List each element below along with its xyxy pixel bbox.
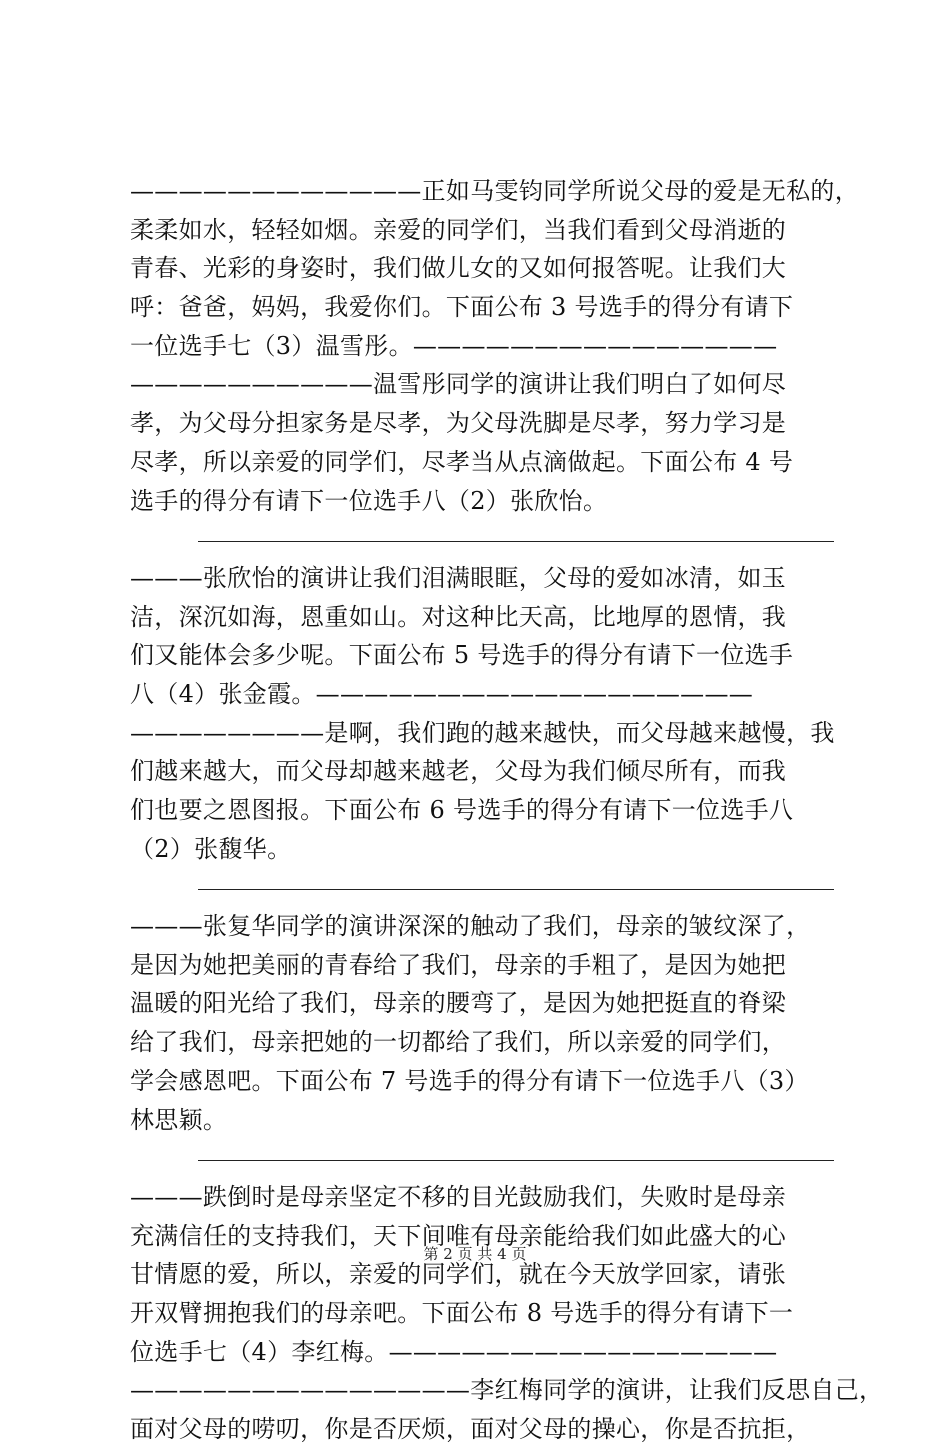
separator-line — [130, 1139, 835, 1178]
text-line: 开双臂拥抱我们的母亲吧。下面公布 8 号选手的得分有请下一 — [130, 1298, 794, 1327]
page-number-label: 第 2 页 共 4 页 — [423, 1245, 527, 1263]
text-line: 温暖的阳光给了我们，母亲的腰弯了，是因为她把挺直的脊梁 — [130, 989, 787, 1018]
text-line: 们又能体会多少呢。下面公布 5 号选手的得分有请下一位选手 — [130, 641, 794, 670]
text-line: ———张复华同学的演讲深深的触动了我们，母亲的皱纹深了， — [130, 912, 811, 941]
text-line: 是因为她把美丽的青春给了我们，母亲的手粗了，是因为她把 — [130, 950, 787, 979]
text-line: ————————是啊，我们跑的越来越快，而父母越来越慢，我 — [130, 718, 835, 747]
text-line: ——————————————李红梅同学的演讲，让我们反思自己， — [130, 1376, 884, 1405]
text-line: 充满信任的支持我们，天下间唯有母亲能给我们如此盛大的心 — [130, 1221, 787, 1250]
text-line: 给了我们，母亲把她的一切都给了我们，所以亲爱的同学们， — [130, 1028, 787, 1057]
dash-rule — [198, 1160, 834, 1161]
text-line: 林思颖。 — [130, 1105, 228, 1134]
text-line: ——————————温雪彤同学的演讲让我们明白了如何尽 — [130, 370, 787, 399]
text-line: 选手的得分有请下一位选手八（2）张欣怡。 — [130, 486, 608, 515]
separator-line — [130, 868, 835, 907]
text-line: 学会感恩吧。下面公布 7 号选手的得分有请下一位选手八（3） — [130, 1066, 809, 1095]
text-line: ———张欣怡的演讲让我们泪满眼眶，父母的爱如冰清，如玉 — [130, 563, 787, 592]
text-line: ————————————正如马雯钧同学所说父母的爱是无私的， — [130, 177, 859, 205]
text-line: 尽孝，所以亲爱的同学们，尽孝当从点滴做起。下面公布 4 号 — [130, 447, 794, 476]
text-line: ———跌倒时是母亲坚定不移的目光鼓励我们，失败时是母亲 — [130, 1182, 787, 1211]
text-line: 们越来越大，而父母却越来越老，父母为我们倾尽所有，而我 — [130, 757, 787, 786]
separator-line — [130, 520, 835, 559]
text-line: 位选手七（4）李红梅。———————————————— — [130, 1337, 778, 1366]
text-line: 洁，深沉如海，恩重如山。对这种比天高，比地厚的恩情，我 — [130, 602, 787, 631]
dash-rule — [198, 889, 834, 890]
text-line: 八（4）张金霞。—————————————————— — [130, 679, 754, 708]
text-line: 面对父母的唠叨，你是否厌烦，面对父母的操心，你是否抗拒， — [130, 1415, 811, 1443]
text-line: 们也要之恩图报。下面公布 6 号选手的得分有请下一位选手八 — [130, 796, 794, 824]
text-line: 柔柔如水，轻轻如烟。亲爱的同学们，当我们看到父母消逝的 — [130, 215, 787, 244]
text-line: 呼：爸爸，妈妈，我爱你们。下面公布 3 号选手的得分有请下 — [130, 293, 794, 322]
text-line: 甘情愿的爱，所以，亲爱的同学们，就在今天放学回家，请张 — [130, 1260, 787, 1289]
text-line: 一位选手七（3）温雪彤。——————————————— — [130, 331, 778, 360]
dash-rule — [198, 541, 834, 542]
text-line: （2）张馥华。 — [130, 834, 292, 863]
text-line: 青春、光彩的身姿时，我们做儿女的又如何报答呢。让我们大 — [130, 254, 787, 283]
page-footer — [0, 1244, 950, 1264]
text-line: 孝，为父母分担家务是尽孝，为父母洗脚是尽孝，努力学习是 — [130, 409, 787, 438]
